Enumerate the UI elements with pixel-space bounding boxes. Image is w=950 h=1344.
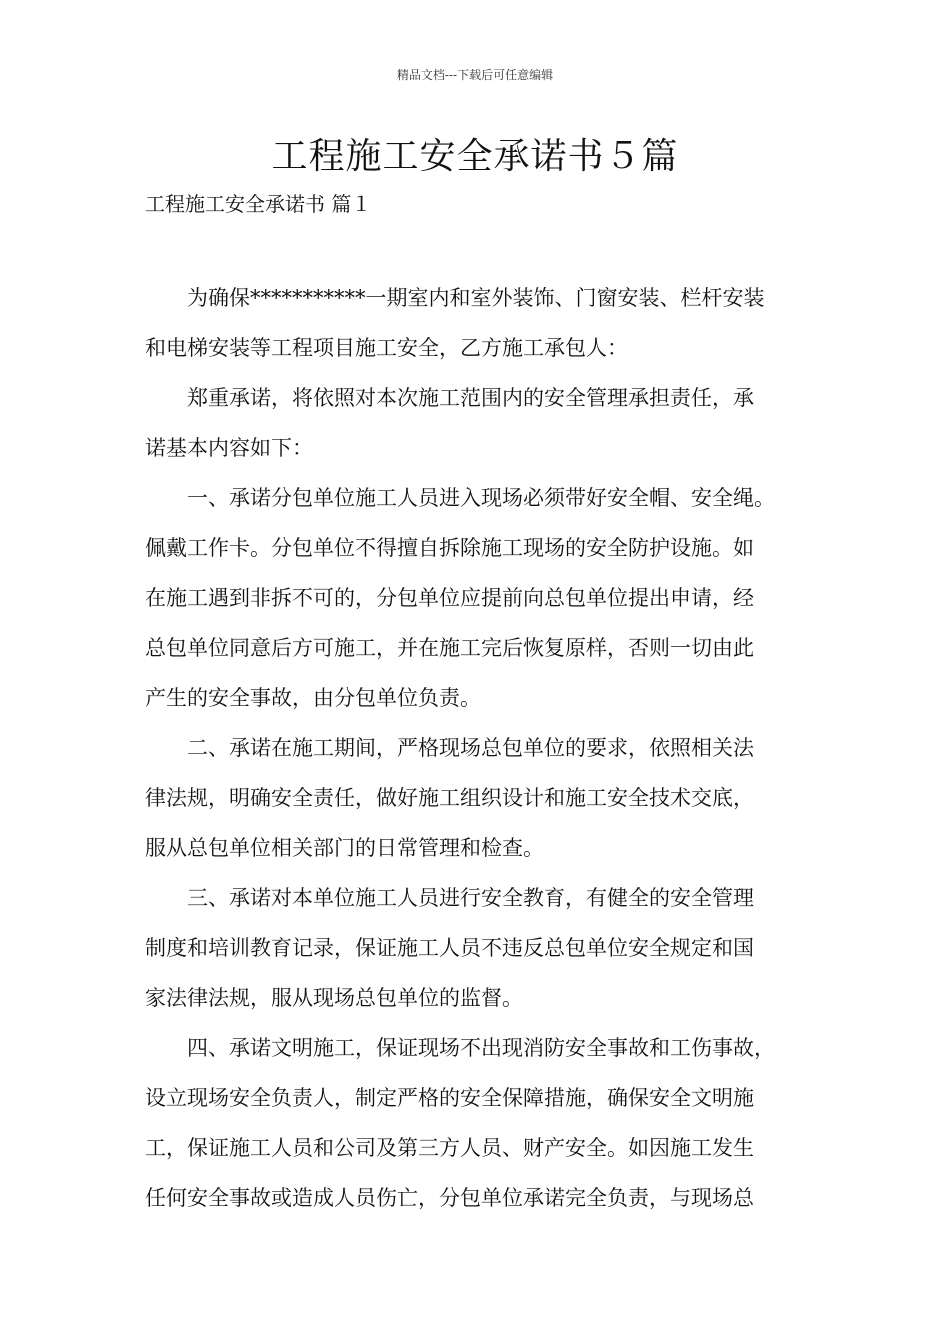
body-line: 郑重承诺，将依照对本次施工范围内的安全管理承担责任，承 bbox=[145, 386, 754, 410]
body-line: 和电梯安装等工程项目施工安全，乙方施工承包人： bbox=[145, 336, 628, 360]
body-line: 制度和培训教育记录，保证施工人员不违反总包单位安全规定和国 bbox=[145, 936, 754, 960]
body-line: 服从总包单位相关部门的日常管理和检查。 bbox=[145, 836, 544, 860]
body-line: 一、承诺分包单位施工人员进入现场必须带好安全帽、安全绳。 bbox=[145, 486, 775, 510]
document-subtitle: 工程施工安全承诺书 篇１ bbox=[145, 192, 372, 216]
body-line: 三、承诺对本单位施工人员进行安全教育，有健全的安全管理 bbox=[145, 886, 754, 910]
body-line: 律法规，明确安全责任，做好施工组织设计和施工安全技术交底， bbox=[145, 786, 754, 810]
body-line: 总包单位同意后方可施工，并在施工完后恢复原样，否则一切由此 bbox=[145, 636, 754, 660]
body-line: 四、承诺文明施工，保证现场不出现消防安全事故和工伤事故， bbox=[145, 1036, 775, 1060]
document-title: 工程施工安全承诺书５篇 bbox=[271, 136, 679, 177]
body-line: 诺基本内容如下： bbox=[145, 436, 313, 460]
page-header: 精品文档---下载后可任意编辑 bbox=[396, 68, 554, 82]
body-line: 工，保证施工人员和公司及第三方人员、财产安全。如因施工发生 bbox=[145, 1136, 754, 1160]
body-line: 家法律法规，服从现场总包单位的监督。 bbox=[145, 986, 523, 1010]
body-line: 产生的安全事故，由分包单位负责。 bbox=[145, 686, 481, 710]
body-line: 为确保***********一期室内和室外装饰、门窗安装、栏杆安装 bbox=[145, 286, 765, 310]
body-line: 任何安全事故或造成人员伤亡，分包单位承诺完全负责，与现场总 bbox=[145, 1186, 754, 1210]
body-line: 二、承诺在施工期间，严格现场总包单位的要求，依照相关法 bbox=[145, 736, 754, 760]
body-line: 在施工遇到非拆不可的，分包单位应提前向总包单位提出申请，经 bbox=[145, 586, 754, 610]
body-line: 设立现场安全负责人，制定严格的安全保障措施，确保安全文明施 bbox=[145, 1086, 754, 1110]
body-line: 佩戴工作卡。分包单位不得擅自拆除施工现场的安全防护设施。如 bbox=[145, 536, 754, 560]
